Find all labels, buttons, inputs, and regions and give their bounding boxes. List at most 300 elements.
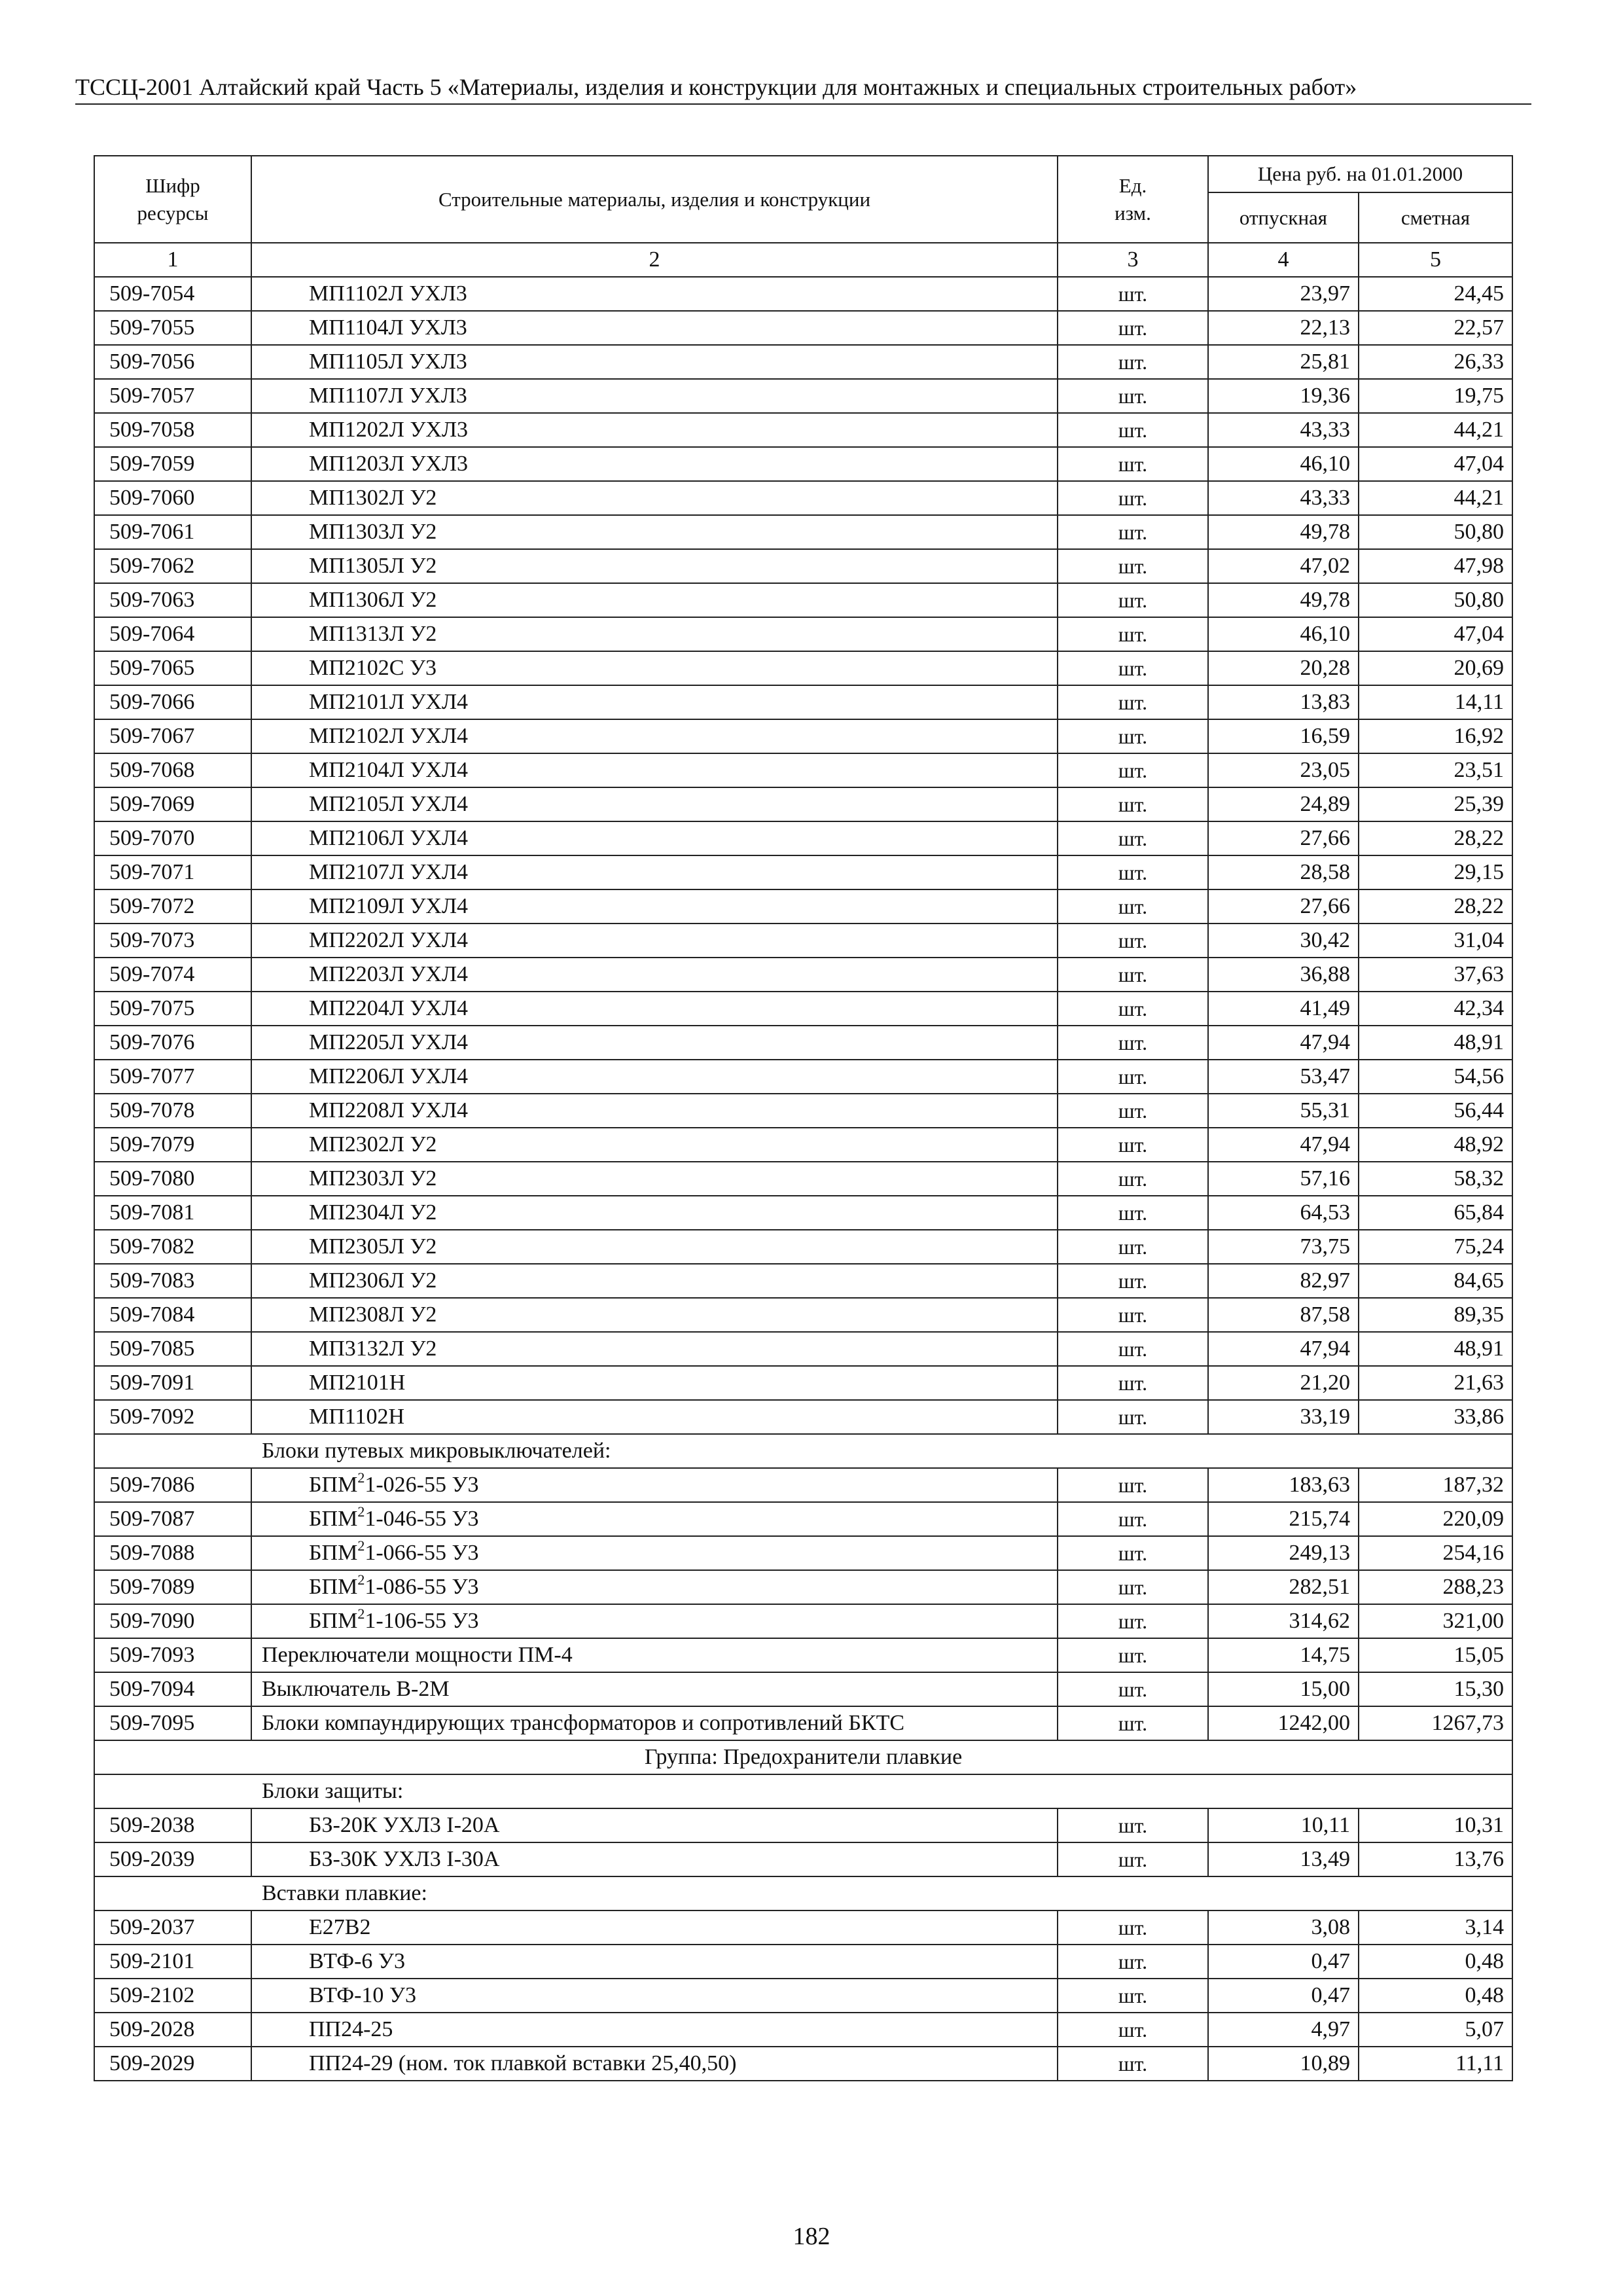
material-name bbox=[251, 1979, 1058, 2013]
resource-code: 509-2101 bbox=[94, 1945, 251, 1979]
material-name bbox=[251, 1162, 1058, 1196]
material-name bbox=[251, 1604, 1058, 1638]
estimate-price: 0,48 bbox=[1359, 1945, 1512, 1979]
table-row bbox=[94, 515, 1512, 549]
release-price: 24,89 bbox=[1208, 787, 1359, 821]
release-price: 249,13 bbox=[1208, 1536, 1359, 1570]
table-row bbox=[94, 2013, 1512, 2047]
resource-code: 509-7064 bbox=[94, 617, 251, 651]
col-code-label: Шифр ресурсы bbox=[137, 173, 209, 224]
material-name bbox=[251, 855, 1058, 889]
table-row bbox=[94, 583, 1512, 617]
table-header bbox=[94, 156, 1512, 277]
estimate-price: 75,24 bbox=[1359, 1230, 1512, 1264]
unit: шт. bbox=[1058, 1366, 1208, 1400]
unit: шт. bbox=[1058, 1128, 1208, 1162]
material-name bbox=[251, 1706, 1058, 1740]
material-name bbox=[251, 1468, 1058, 1502]
table-row bbox=[94, 2047, 1512, 2081]
group-heading: Группа: Предохранители плавкие bbox=[94, 1740, 1512, 1774]
running-header: ТССЦ-2001 Алтайский край Часть 5 «Материалы, изделия и конструкции для монтажных и специальных строительных работ» bbox=[75, 71, 1531, 105]
unit: шт. bbox=[1058, 1842, 1208, 1876]
release-price: 47,94 bbox=[1208, 1026, 1359, 1060]
material-name bbox=[251, 617, 1058, 651]
release-price: 57,16 bbox=[1208, 1162, 1359, 1196]
material-name-text: МП2303Л У2 bbox=[309, 1166, 437, 1191]
estimate-price: 56,44 bbox=[1359, 1094, 1512, 1128]
material-name-text: БЗ-30К УХЛ3 I-30А bbox=[309, 1847, 500, 1871]
material-name-tail: 1-086-55 У3 bbox=[365, 1575, 479, 1599]
material-name-superscript: 2 bbox=[357, 1503, 365, 1520]
estimate-price: 54,56 bbox=[1359, 1060, 1512, 1094]
material-name-superscript: 2 bbox=[357, 1605, 365, 1622]
material-name bbox=[251, 2013, 1058, 2047]
table-row bbox=[94, 1536, 1512, 1570]
material-name bbox=[251, 277, 1058, 311]
table-row bbox=[94, 447, 1512, 481]
material-name-text: ВТФ-6 У3 bbox=[309, 1949, 406, 1973]
material-name bbox=[251, 685, 1058, 719]
material-name bbox=[251, 583, 1058, 617]
estimate-price: 58,32 bbox=[1359, 1162, 1512, 1196]
resource-code: 509-7077 bbox=[94, 1060, 251, 1094]
material-name bbox=[251, 1264, 1058, 1298]
material-name-text: МП2208Л УХЛ4 bbox=[309, 1098, 469, 1122]
table-row bbox=[94, 651, 1512, 685]
material-name-text: МП2102С У3 bbox=[309, 656, 437, 680]
material-name bbox=[251, 753, 1058, 787]
release-price: 14,75 bbox=[1208, 1638, 1359, 1672]
material-name-text: МП2302Л У2 bbox=[309, 1132, 437, 1157]
material-name bbox=[251, 1570, 1058, 1604]
release-price: 28,58 bbox=[1208, 855, 1359, 889]
resource-code: 509-7087 bbox=[94, 1502, 251, 1536]
release-price: 64,53 bbox=[1208, 1196, 1359, 1230]
unit: шт. bbox=[1058, 958, 1208, 992]
material-name bbox=[251, 958, 1058, 992]
resource-code: 509-7095 bbox=[94, 1706, 251, 1740]
table-row bbox=[94, 1094, 1512, 1128]
material-name bbox=[251, 787, 1058, 821]
material-name bbox=[251, 1298, 1058, 1332]
resource-code: 509-7059 bbox=[94, 447, 251, 481]
table-row bbox=[94, 1842, 1512, 1876]
table-row bbox=[94, 1945, 1512, 1979]
material-name bbox=[251, 1128, 1058, 1162]
table-row bbox=[94, 1298, 1512, 1332]
unit: шт. bbox=[1058, 515, 1208, 549]
estimate-price: 19,75 bbox=[1359, 379, 1512, 413]
table-row bbox=[94, 821, 1512, 855]
material-name bbox=[251, 1945, 1058, 1979]
material-name-text: МП1302Л У2 bbox=[309, 486, 437, 510]
material-name-text: Блоки компаундирующих трансформаторов и сопротивлений БКТС bbox=[262, 1711, 905, 1735]
material-name-text: МП2107Л УХЛ4 bbox=[309, 860, 469, 884]
group-heading-row bbox=[94, 1740, 1512, 1774]
release-price: 215,74 bbox=[1208, 1502, 1359, 1536]
table-row bbox=[94, 1230, 1512, 1264]
material-name bbox=[251, 1026, 1058, 1060]
material-name-tail: 1-046-55 У3 bbox=[365, 1507, 479, 1531]
resource-code: 509-7065 bbox=[94, 651, 251, 685]
table-row bbox=[94, 958, 1512, 992]
release-price: 49,78 bbox=[1208, 583, 1359, 617]
estimate-price: 14,11 bbox=[1359, 685, 1512, 719]
col-name-header bbox=[251, 156, 1058, 243]
unit: шт. bbox=[1058, 1638, 1208, 1672]
release-price: 4,97 bbox=[1208, 2013, 1359, 2047]
table-row bbox=[94, 889, 1512, 924]
release-price: 36,88 bbox=[1208, 958, 1359, 992]
material-name-text: БЗ-20К УХЛ3 I-20А bbox=[309, 1813, 500, 1837]
table-row bbox=[94, 719, 1512, 753]
material-name bbox=[251, 2047, 1058, 2081]
estimate-price: 13,76 bbox=[1359, 1842, 1512, 1876]
estimate-price: 20,69 bbox=[1359, 651, 1512, 685]
col-code-header bbox=[94, 156, 251, 243]
resource-code: 509-7076 bbox=[94, 1026, 251, 1060]
resource-code: 509-7078 bbox=[94, 1094, 251, 1128]
material-name bbox=[251, 651, 1058, 685]
estimate-price: 26,33 bbox=[1359, 345, 1512, 379]
release-price: 13,83 bbox=[1208, 685, 1359, 719]
release-price: 0,47 bbox=[1208, 1945, 1359, 1979]
table-row bbox=[94, 1672, 1512, 1706]
estimate-price: 48,91 bbox=[1359, 1026, 1512, 1060]
resource-code: 509-2028 bbox=[94, 2013, 251, 2047]
release-price: 27,66 bbox=[1208, 821, 1359, 855]
table-row bbox=[94, 787, 1512, 821]
unit: шт. bbox=[1058, 1604, 1208, 1638]
resource-code: 509-2038 bbox=[94, 1808, 251, 1842]
material-name-text: БПМ bbox=[309, 1609, 358, 1633]
material-name-superscript: 2 bbox=[357, 1537, 365, 1554]
unit: шт. bbox=[1058, 311, 1208, 345]
estimate-price: 0,48 bbox=[1359, 1979, 1512, 2013]
release-price: 23,05 bbox=[1208, 753, 1359, 787]
col-number: 3 bbox=[1058, 243, 1208, 277]
release-price: 73,75 bbox=[1208, 1230, 1359, 1264]
table-row bbox=[94, 924, 1512, 958]
unit: шт. bbox=[1058, 821, 1208, 855]
unit: шт. bbox=[1058, 379, 1208, 413]
material-name-text: МП2305Л У2 bbox=[309, 1234, 437, 1259]
estimate-price: 254,16 bbox=[1359, 1536, 1512, 1570]
unit: шт. bbox=[1058, 583, 1208, 617]
unit: шт. bbox=[1058, 889, 1208, 924]
estimate-price: 28,22 bbox=[1359, 889, 1512, 924]
material-name bbox=[251, 719, 1058, 753]
unit: шт. bbox=[1058, 481, 1208, 515]
resource-code: 509-7091 bbox=[94, 1366, 251, 1400]
material-name-text: МП2203Л УХЛ4 bbox=[309, 962, 469, 986]
release-price: 21,20 bbox=[1208, 1366, 1359, 1400]
release-price: 43,33 bbox=[1208, 481, 1359, 515]
material-name bbox=[251, 311, 1058, 345]
column-numbers-row bbox=[94, 243, 1512, 277]
release-price: 16,59 bbox=[1208, 719, 1359, 753]
unit: шт. bbox=[1058, 413, 1208, 447]
release-price: 30,42 bbox=[1208, 924, 1359, 958]
material-name-superscript: 2 bbox=[357, 1571, 365, 1588]
material-name-text: Е27В2 bbox=[309, 1915, 371, 1939]
material-name-tail: 1-106-55 У3 bbox=[365, 1609, 479, 1633]
resource-code: 509-2029 bbox=[94, 2047, 251, 2081]
material-name bbox=[251, 1196, 1058, 1230]
category-row bbox=[94, 1774, 1512, 1808]
material-name-text: МП1306Л У2 bbox=[309, 588, 437, 612]
release-price: 53,47 bbox=[1208, 1060, 1359, 1094]
material-name-text: ПП24-25 bbox=[309, 2017, 393, 2041]
material-name bbox=[251, 345, 1058, 379]
col-name-label: Строительные материалы, изделия и конструкции bbox=[438, 187, 871, 211]
resource-code: 509-7068 bbox=[94, 753, 251, 787]
release-price: 19,36 bbox=[1208, 379, 1359, 413]
material-name-text: МП1105Л УХЛ3 bbox=[309, 350, 467, 374]
estimate-price: 44,21 bbox=[1359, 481, 1512, 515]
resource-code: 509-7056 bbox=[94, 345, 251, 379]
release-price: 47,94 bbox=[1208, 1128, 1359, 1162]
release-price: 49,78 bbox=[1208, 515, 1359, 549]
material-name bbox=[251, 413, 1058, 447]
material-name-text: БПМ bbox=[309, 1575, 358, 1599]
category-label: Блоки путевых микровыключателей: bbox=[94, 1434, 1512, 1468]
release-price: 41,49 bbox=[1208, 992, 1359, 1026]
estimate-price: 187,32 bbox=[1359, 1468, 1512, 1502]
material-name-text: ПП24-29 (ном. ток плавкой вставки 25,40,50) bbox=[309, 2051, 737, 2075]
release-price: 46,10 bbox=[1208, 447, 1359, 481]
unit: шт. bbox=[1058, 1332, 1208, 1366]
material-name bbox=[251, 447, 1058, 481]
resource-code: 509-7085 bbox=[94, 1332, 251, 1366]
estimate-price: 29,15 bbox=[1359, 855, 1512, 889]
resource-code: 509-2037 bbox=[94, 1910, 251, 1945]
material-name-tail: 1-026-55 У3 bbox=[365, 1473, 479, 1497]
estimate-price: 3,14 bbox=[1359, 1910, 1512, 1945]
material-name-tail: 1-066-55 У3 bbox=[365, 1541, 479, 1565]
release-price: 47,02 bbox=[1208, 549, 1359, 583]
resource-code: 509-7071 bbox=[94, 855, 251, 889]
table-body bbox=[94, 277, 1512, 2081]
resource-code: 509-2039 bbox=[94, 1842, 251, 1876]
unit: шт. bbox=[1058, 1808, 1208, 1842]
table-row bbox=[94, 1400, 1512, 1434]
table-row bbox=[94, 1264, 1512, 1298]
resource-code: 509-7080 bbox=[94, 1162, 251, 1196]
resource-code: 509-7075 bbox=[94, 992, 251, 1026]
col-price-header bbox=[1208, 156, 1512, 192]
release-price: 1242,00 bbox=[1208, 1706, 1359, 1740]
table-row bbox=[94, 617, 1512, 651]
col-price-label: Цена руб. на 01.01.2000 bbox=[1257, 162, 1463, 185]
estimate-price: 28,22 bbox=[1359, 821, 1512, 855]
material-name bbox=[251, 379, 1058, 413]
estimate-price: 5,07 bbox=[1359, 2013, 1512, 2047]
table-row bbox=[94, 1638, 1512, 1672]
material-name-text: ВТФ-10 У3 bbox=[309, 1983, 417, 2007]
resource-code: 509-7060 bbox=[94, 481, 251, 515]
estimate-price: 15,30 bbox=[1359, 1672, 1512, 1706]
unit: шт. bbox=[1058, 651, 1208, 685]
unit: шт. bbox=[1058, 992, 1208, 1026]
col-release-header bbox=[1208, 192, 1359, 243]
material-name-text: МП2202Л УХЛ4 bbox=[309, 928, 469, 952]
resource-code: 509-7057 bbox=[94, 379, 251, 413]
estimate-price: 65,84 bbox=[1359, 1196, 1512, 1230]
estimate-price: 37,63 bbox=[1359, 958, 1512, 992]
estimate-price: 31,04 bbox=[1359, 924, 1512, 958]
release-price: 282,51 bbox=[1208, 1570, 1359, 1604]
release-price: 25,81 bbox=[1208, 345, 1359, 379]
material-name-text: Выключатель В-2М bbox=[262, 1677, 450, 1701]
table-row bbox=[94, 685, 1512, 719]
material-name bbox=[251, 821, 1058, 855]
estimate-price: 321,00 bbox=[1359, 1604, 1512, 1638]
table-row bbox=[94, 345, 1512, 379]
release-price: 183,63 bbox=[1208, 1468, 1359, 1502]
estimate-price: 42,34 bbox=[1359, 992, 1512, 1026]
estimate-price: 220,09 bbox=[1359, 1502, 1512, 1536]
unit: шт. bbox=[1058, 1570, 1208, 1604]
table-row bbox=[94, 1910, 1512, 1945]
unit: шт. bbox=[1058, 1162, 1208, 1196]
resource-code: 509-7063 bbox=[94, 583, 251, 617]
unit: шт. bbox=[1058, 855, 1208, 889]
table-row bbox=[94, 1366, 1512, 1400]
resource-code: 509-7094 bbox=[94, 1672, 251, 1706]
table-row bbox=[94, 1979, 1512, 2013]
page-number: 182 bbox=[793, 2223, 830, 2250]
material-name-text: МП1104Л УХЛ3 bbox=[309, 315, 467, 340]
table-row bbox=[94, 277, 1512, 311]
resource-code: 509-7084 bbox=[94, 1298, 251, 1332]
release-price: 43,33 bbox=[1208, 413, 1359, 447]
col-estimate-header bbox=[1359, 192, 1512, 243]
unit: шт. bbox=[1058, 2047, 1208, 2081]
estimate-price: 33,86 bbox=[1359, 1400, 1512, 1434]
release-price: 15,00 bbox=[1208, 1672, 1359, 1706]
unit: шт. bbox=[1058, 345, 1208, 379]
estimate-price: 50,80 bbox=[1359, 583, 1512, 617]
table-row bbox=[94, 379, 1512, 413]
release-price: 55,31 bbox=[1208, 1094, 1359, 1128]
unit: шт. bbox=[1058, 685, 1208, 719]
resource-code: 509-7069 bbox=[94, 787, 251, 821]
col-estimate-label: сметная bbox=[1400, 206, 1471, 229]
unit: шт. bbox=[1058, 1945, 1208, 1979]
material-name-text: МП1305Л У2 bbox=[309, 554, 437, 578]
unit: шт. bbox=[1058, 1910, 1208, 1945]
resource-code: 509-7054 bbox=[94, 277, 251, 311]
material-name-text: МП2101Л УХЛ4 bbox=[309, 690, 469, 714]
table-row bbox=[94, 481, 1512, 515]
material-name-text: МП3132Л У2 bbox=[309, 1336, 437, 1361]
unit: шт. bbox=[1058, 1264, 1208, 1298]
release-price: 314,62 bbox=[1208, 1604, 1359, 1638]
material-name-text: БПМ bbox=[309, 1507, 358, 1531]
estimate-price: 21,63 bbox=[1359, 1366, 1512, 1400]
table-row bbox=[94, 413, 1512, 447]
table-row bbox=[94, 549, 1512, 583]
material-name-text: МП1202Л УХЛ3 bbox=[309, 418, 469, 442]
unit: шт. bbox=[1058, 1298, 1208, 1332]
release-price: 13,49 bbox=[1208, 1842, 1359, 1876]
material-name-text: МП2304Л У2 bbox=[309, 1200, 437, 1225]
col-number: 5 bbox=[1359, 243, 1512, 277]
material-name bbox=[251, 1842, 1058, 1876]
material-name bbox=[251, 1808, 1058, 1842]
col-number: 2 bbox=[251, 243, 1058, 277]
table-row bbox=[94, 1332, 1512, 1366]
material-name-text: МП1313Л У2 bbox=[309, 622, 437, 646]
unit: шт. bbox=[1058, 1400, 1208, 1434]
material-name bbox=[251, 1502, 1058, 1536]
unit: шт. bbox=[1058, 1536, 1208, 1570]
unit: шт. bbox=[1058, 549, 1208, 583]
category-label: Блоки защиты: bbox=[94, 1774, 1512, 1808]
release-price: 47,94 bbox=[1208, 1332, 1359, 1366]
resource-code: 509-7070 bbox=[94, 821, 251, 855]
unit: шт. bbox=[1058, 1706, 1208, 1740]
material-name-text: МП1102Н bbox=[309, 1405, 405, 1429]
material-name-text: МП2308Л У2 bbox=[309, 1302, 437, 1327]
estimate-price: 47,98 bbox=[1359, 549, 1512, 583]
unit: шт. bbox=[1058, 1502, 1208, 1536]
material-name bbox=[251, 1536, 1058, 1570]
release-price: 27,66 bbox=[1208, 889, 1359, 924]
unit: шт. bbox=[1058, 719, 1208, 753]
resource-code: 509-7093 bbox=[94, 1638, 251, 1672]
unit: шт. bbox=[1058, 787, 1208, 821]
unit: шт. bbox=[1058, 2013, 1208, 2047]
material-name bbox=[251, 1366, 1058, 1400]
estimate-price: 47,04 bbox=[1359, 447, 1512, 481]
material-name bbox=[251, 1672, 1058, 1706]
material-name-text: БПМ bbox=[309, 1541, 358, 1565]
table-row bbox=[94, 1060, 1512, 1094]
unit: шт. bbox=[1058, 1196, 1208, 1230]
unit: шт. bbox=[1058, 924, 1208, 958]
material-name bbox=[251, 889, 1058, 924]
resource-code: 509-2102 bbox=[94, 1979, 251, 2013]
material-name-text: МП1203Л УХЛ3 bbox=[309, 452, 469, 476]
unit: шт. bbox=[1058, 1979, 1208, 2013]
resource-code: 509-7082 bbox=[94, 1230, 251, 1264]
estimate-price: 84,65 bbox=[1359, 1264, 1512, 1298]
col-number: 4 bbox=[1208, 243, 1359, 277]
price-table bbox=[94, 155, 1513, 2081]
category-row bbox=[94, 1434, 1512, 1468]
material-name-superscript: 2 bbox=[357, 1469, 365, 1486]
material-name bbox=[251, 1638, 1058, 1672]
material-name-text: МП2306Л У2 bbox=[309, 1268, 437, 1293]
material-name-text: МП2206Л УХЛ4 bbox=[309, 1064, 469, 1088]
unit: шт. bbox=[1058, 447, 1208, 481]
material-name bbox=[251, 1230, 1058, 1264]
unit: шт. bbox=[1058, 1060, 1208, 1094]
table-row bbox=[94, 1570, 1512, 1604]
material-name-text: МП1102Л УХЛ3 bbox=[309, 281, 467, 306]
resource-code: 509-7086 bbox=[94, 1468, 251, 1502]
material-name-text: Переключатели мощности ПМ-4 bbox=[262, 1643, 573, 1667]
category-row bbox=[94, 1876, 1512, 1910]
material-name-text: МП2105Л УХЛ4 bbox=[309, 792, 469, 816]
estimate-price: 10,31 bbox=[1359, 1808, 1512, 1842]
material-name-text: МП2102Л УХЛ4 bbox=[309, 724, 469, 748]
resource-code: 509-7083 bbox=[94, 1264, 251, 1298]
material-name-text: МП2106Л УХЛ4 bbox=[309, 826, 469, 850]
resource-code: 509-7092 bbox=[94, 1400, 251, 1434]
